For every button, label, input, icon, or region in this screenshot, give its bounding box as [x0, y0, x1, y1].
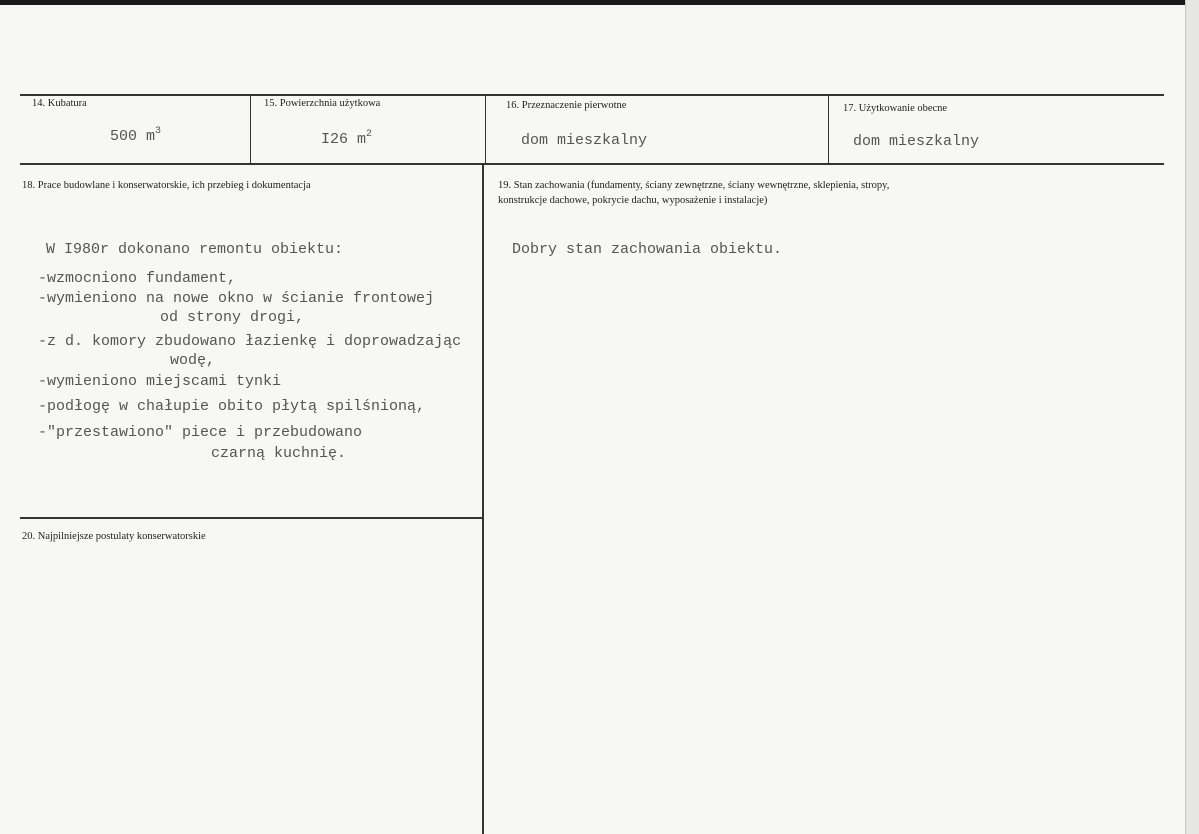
divider-15-16 [485, 94, 486, 164]
divider-14-15 [250, 94, 251, 164]
top-rule [20, 94, 1164, 96]
field-19-value: Dobry stan zachowania obiektu. [512, 241, 783, 258]
field-16-label: 16. Przeznaczenie pierwotne [506, 100, 627, 111]
field-15-unit-exponent: 2 [366, 129, 373, 140]
field-18-line: -wzmocniono fundament, [38, 270, 237, 287]
field-15-value: I26 $m^2$ [321, 129, 373, 148]
field-15-label: 15. Powierzchnia użytkowa [264, 98, 381, 109]
divider-16-17 [828, 94, 829, 164]
field-18-line: -wymieniono na nowe okno w ścianie frontowej [38, 290, 435, 307]
field-14-value: 500 $m^3$ [110, 126, 162, 145]
field-16-value: dom mieszkalny [521, 132, 648, 149]
field-18-label: 18. Prace budowlane i konserwatorskie, ich przebieg i dokumentacja [22, 180, 311, 191]
field-18-line: od strony drogi, [160, 309, 305, 326]
field-18-line: -"przestawiono" piece i przebudowano [38, 424, 363, 441]
row1-bottom-rule [20, 163, 1164, 165]
row2-bottom-rule [20, 517, 482, 519]
field-18-line: -z d. komory zbudowano łazienkę i doprowadzając [38, 333, 462, 350]
record-card [0, 5, 1185, 834]
field-14-unit-exponent: 3 [155, 126, 162, 137]
field-17-value: dom mieszkalny [853, 133, 980, 150]
field-18-line: -podłogę w chałupie obito płytą spilśnioną, [38, 398, 426, 415]
divider-18-19 [482, 164, 484, 834]
field-18-line: czarną kuchnię. [211, 445, 347, 462]
field-14-label: 14. Kubatura [32, 98, 87, 109]
field-19-label-cont: konstrukcje dachowe, pokrycie dachu, wyposażenie i instalacje) [498, 195, 768, 206]
field-18-line: W I980r dokonano remontu obiektu: [46, 241, 344, 258]
field-20-label: 20. Najpilniejsze postulaty konserwatorskie [22, 531, 206, 542]
field-18-line: wodę, [170, 352, 216, 369]
field-19-label: 19. Stan zachowania (fundamenty, ściany zewnętrzne, ściany wewnętrzne, sklepienia, stropy, [498, 180, 890, 191]
field-18-line: -wymieniono miejscami tynki [38, 373, 282, 390]
field-17-label: 17. Użytkowanie obecne [843, 103, 948, 114]
scan-right-edge [1185, 0, 1199, 834]
